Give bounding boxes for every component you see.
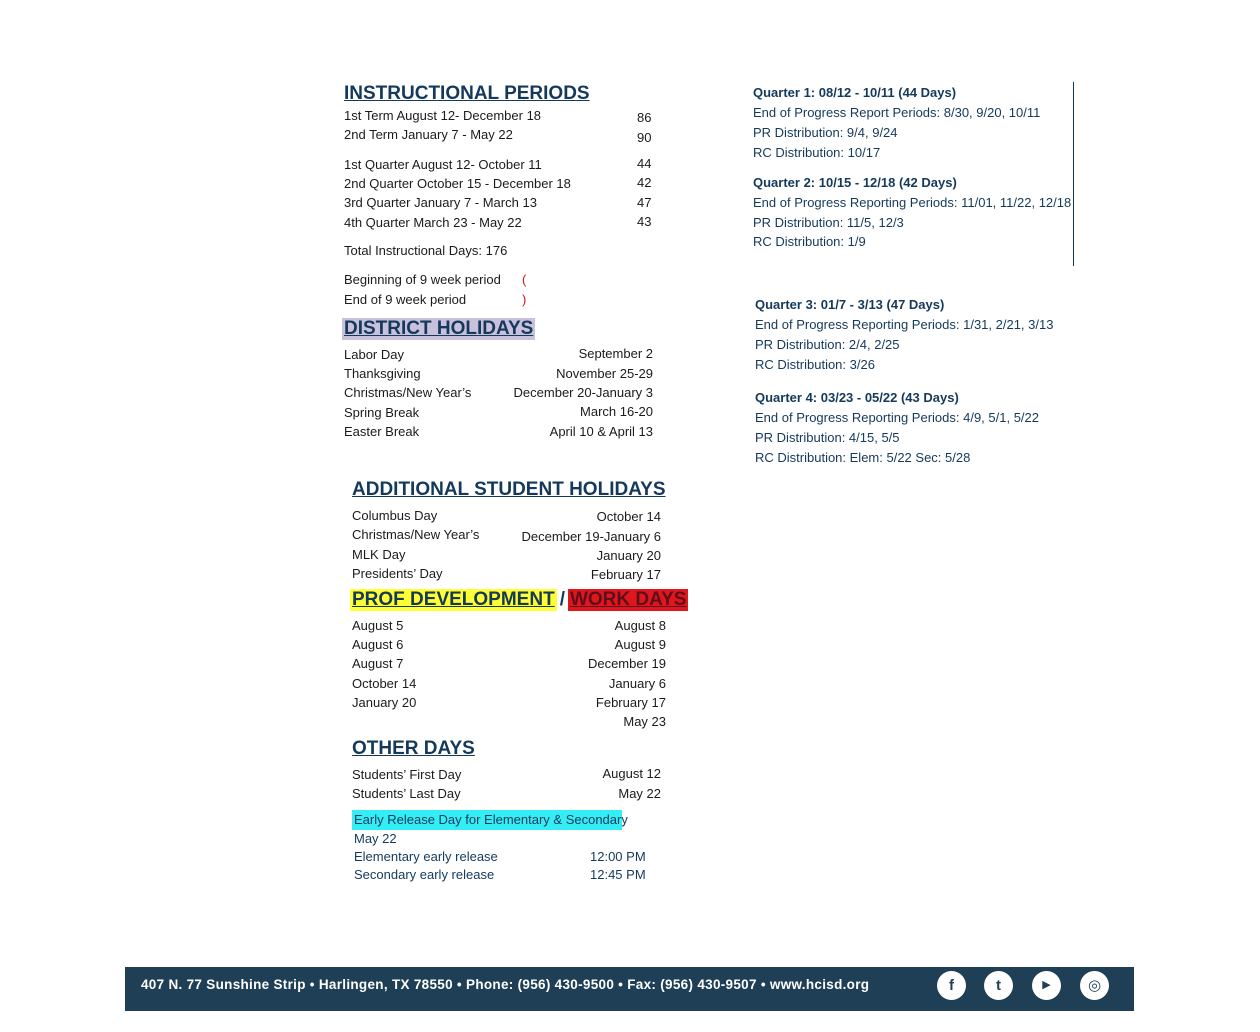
additional-holidays-heading: ADDITIONAL STUDENT HOLIDAYS [352, 479, 666, 500]
holiday-name: Labor Day [344, 347, 404, 362]
quarter-1-pr: PR Distribution: 9/4, 9/24 [753, 125, 898, 140]
instagram-icon[interactable]: ◎ [1080, 971, 1109, 1000]
quarter-3-label: 3rd Quarter January 7 - March 13 [344, 195, 537, 210]
quarter-1-rc: RC Distribution: 10/17 [753, 145, 881, 160]
student-holiday-name: Presidents’ Day [352, 566, 443, 581]
work-day-date: January 6 [608, 676, 666, 691]
quarter-2-title: Quarter 2: 10/15 - 12/18 (42 Days) [753, 175, 957, 190]
quarter-1-title: Quarter 1: 08/12 - 10/11 (44 Days) [753, 85, 957, 100]
quarter-4-label: 4th Quarter March 23 - May 22 [344, 215, 522, 230]
holiday-name: Spring Break [344, 405, 420, 420]
student-holiday-name: Columbus Day [352, 508, 438, 523]
prof-dev-heading [350, 589, 688, 611]
work-day-date: May 23 [623, 714, 666, 729]
holiday-date: December 20-January 3 [513, 385, 653, 400]
early-release-date: May 22 [354, 831, 397, 846]
footer-bar [125, 967, 1134, 1011]
student-holiday-date: December 19-January 6 [521, 529, 661, 544]
quarter-divider-line [1073, 82, 1074, 266]
prof-dev-date: August 5 [352, 618, 404, 633]
quarter-1-progress: End of Progress Report Periods: 8/30, 9/20, 10/11 [753, 105, 1041, 120]
quarter-3-progress: End of Progress Reporting Periods: 1/31, 2/21, 3/13 [755, 317, 1054, 332]
quarter-3-title: Quarter 3: 01/7 - 3/13 (47 Days) [755, 297, 945, 312]
quarter-4-title: Quarter 4: 03/23 - 05/22 (43 Days) [755, 390, 959, 405]
student-holiday-date: February 17 [590, 567, 661, 582]
holiday-date: September 2 [578, 346, 653, 361]
other-day-name: Students’ Last Day [352, 786, 461, 801]
student-holiday-name: Christmas/New Year’s [352, 527, 480, 542]
term-1-label: 1st Term August 12- December 18 [344, 108, 542, 123]
begin-period-label: Beginning of 9 week period [344, 272, 501, 287]
term-2-label: 2nd Term January 7 - May 22 [344, 127, 513, 142]
work-day-date: December 19 [587, 656, 666, 671]
holiday-name: Thanksgiving [344, 366, 421, 381]
quarter-2-label: 2nd Quarter October 15 - December 18 [344, 176, 571, 191]
instructional-heading: INSTRUCTIONAL PERIODS [344, 83, 590, 104]
prof-dev-label: PROF DEVELOPMENT [352, 589, 555, 610]
holiday-name: Easter Break [344, 424, 420, 439]
elementary-release-label: Elementary early release [354, 849, 498, 864]
early-release-banner: Early Release Day for Elementary & Secondary [352, 810, 622, 830]
district-holidays-heading: DISTRICT HOLIDAYS [344, 318, 534, 339]
work-day-date: February 17 [595, 695, 666, 710]
term-2-days: 90 [637, 130, 652, 145]
quarter-3-rc: RC Distribution: 3/26 [755, 357, 875, 372]
work-day-date: August 8 [614, 618, 666, 633]
quarter-4-days: 43 [637, 214, 652, 229]
other-day-date: May 22 [618, 786, 661, 801]
twitter-icon[interactable]: t [984, 971, 1013, 1000]
prof-dev-date: January 20 [352, 695, 417, 710]
work-day-date: August 9 [614, 637, 666, 652]
holiday-date: November 25-29 [556, 366, 653, 381]
other-day-date: August 12 [602, 766, 661, 781]
work-days-label: WORK DAYS [569, 589, 687, 610]
end-period-label: End of 9 week period [344, 292, 467, 307]
quarter-1-label: 1st Quarter August 12- October 11 [344, 157, 542, 172]
student-holiday-date: January 20 [596, 548, 661, 563]
youtube-icon[interactable]: ▶ [1032, 971, 1061, 1000]
holiday-date: March 16-20 [580, 404, 653, 419]
begin-period-mark: ( [522, 272, 527, 287]
prof-dev-date: August 6 [352, 637, 404, 652]
term-1-days: 86 [637, 110, 652, 125]
prof-dev-date: October 14 [352, 676, 417, 691]
holiday-name: Christmas/New Year’s [344, 385, 472, 400]
prof-dev-date: August 7 [352, 656, 404, 671]
heading-separator: / [559, 589, 565, 610]
quarter-2-progress: End of Progress Reporting Periods: 11/01, 11/22, 12/18 [753, 195, 1072, 210]
holiday-date: April 10 & April 13 [549, 424, 653, 439]
other-days-heading: OTHER DAYS [352, 738, 475, 759]
secondary-release-label: Secondary early release [354, 867, 495, 882]
footer-contact: 407 N. 77 Sunshine Strip • Harlingen, TX 78550 • Phone: (956) 430-9500 • Fax: (956) 430-9507 • www.hcisd.org [141, 977, 870, 992]
secondary-release-time: 12:45 PM [590, 867, 646, 882]
total-days: Total Instructional Days: 176 [344, 243, 508, 258]
quarter-4-pr: PR Distribution: 4/15, 5/5 [755, 430, 900, 445]
quarter-2-days: 42 [637, 175, 652, 190]
quarter-4-progress: End of Progress Reporting Periods: 4/9, 5/1, 5/22 [755, 410, 1040, 425]
quarter-3-pr: PR Distribution: 2/4, 2/25 [755, 337, 900, 352]
other-day-name: Students’ First Day [352, 767, 462, 782]
quarter-1-days: 44 [637, 156, 652, 171]
student-holiday-name: MLK Day [352, 547, 406, 562]
quarter-2-pr: PR Distribution: 11/5, 12/3 [753, 215, 904, 230]
quarter-3-days: 47 [637, 195, 652, 210]
facebook-icon[interactable]: f [937, 971, 966, 1000]
quarter-2-rc: RC Distribution: 1/9 [753, 234, 866, 249]
quarter-4-rc: RC Distribution: Elem: 5/22 Sec: 5/28 [755, 450, 971, 465]
elementary-release-time: 12:00 PM [590, 849, 646, 864]
end-period-mark: ) [522, 292, 527, 307]
student-holiday-date: October 14 [596, 509, 661, 524]
